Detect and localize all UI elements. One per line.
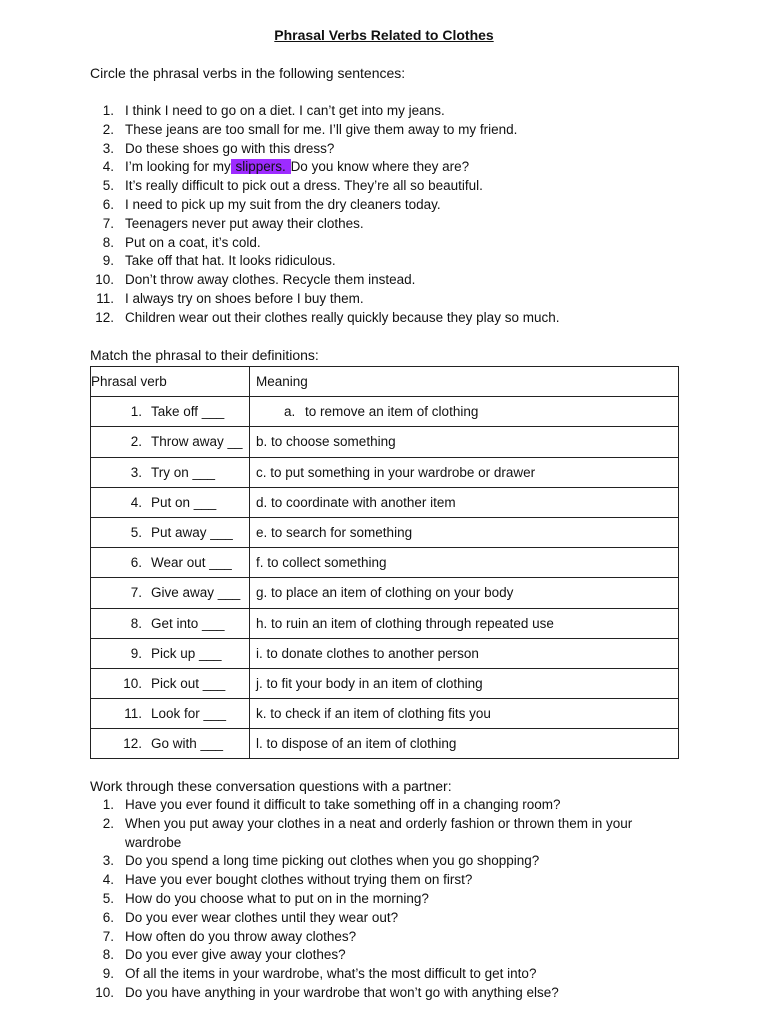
section1-instruction: Circle the phrasal verbs in the following sentences: — [90, 65, 406, 81]
meaning-cell: c. to put something in your wardrobe or drawer — [250, 457, 679, 487]
phrasal-verb-cell: 5. Put away ___ — [91, 517, 250, 547]
page-title: Phrasal Verbs Related to Clothes — [274, 27, 494, 43]
highlighted-text: slippers. — [231, 159, 290, 175]
phrasal-verb-cell: 6. Wear out ___ — [91, 548, 250, 578]
table-row — [91, 397, 679, 427]
phrasal-verb-cell: 7. Give away ___ — [91, 578, 250, 608]
table-row — [91, 427, 679, 457]
phrasal-verb-cell: 4. Put on ___ — [91, 487, 250, 517]
phrasal-verb-cell: 11. Look for ___ — [91, 699, 250, 729]
meaning-cell: b. to choose something — [250, 427, 679, 457]
table-row — [91, 487, 679, 517]
meaning-cell: e. to search for something — [250, 517, 679, 547]
meaning-cell: a. to remove an item of clothing — [250, 397, 679, 427]
table-row — [91, 638, 679, 668]
phrasal-verb-cell: 3. Try on ___ — [91, 457, 250, 487]
meaning-cell: f. to collect something — [250, 548, 679, 578]
column-header-meaning: Meaning — [250, 367, 679, 397]
meaning-cell: d. to coordinate with another item — [250, 487, 679, 517]
meaning-cell: h. to ruin an item of clothing through repeated use — [250, 608, 679, 638]
meaning-cell: l. to dispose of an item of clothing — [250, 729, 679, 759]
meaning-cell: i. to donate clothes to another person — [250, 638, 679, 668]
phrasal-verb-cell: 2. Throw away __ — [91, 427, 250, 457]
meaning-cell: j. to fit your body in an item of clothing — [250, 668, 679, 698]
meaning-cell: k. to check if an item of clothing fits you — [250, 699, 679, 729]
column-header-phrasal-verb: Phrasal verb — [91, 367, 250, 397]
table-header-row — [91, 367, 679, 397]
meaning-cell: g. to place an item of clothing on your body — [250, 578, 679, 608]
section2-instruction: Match the phrasal to their definitions: — [90, 347, 319, 363]
table-row — [91, 668, 679, 698]
table-row — [91, 548, 679, 578]
table-row — [91, 578, 679, 608]
worksheet-page: Phrasal Verbs Related to Clothes Circle the phrasal verbs in the following sentences: 1. I think I need to go on a diet. I can’t get into my jeans. 2. These jeans are too small for me. I’ll give them away to my friend. 3. Do these shoes go with this dress? 4. I’m looking for my slippers. Do you know where they are? 5. It’s really difficult to pick out a dress. They’re all so beautiful. 6. I need to pick up my suit from the dry cleaners today. 7. Teenagers never put away their clothes. 8. Put on a coat, it’s cold. 9. Take off that hat. It looks ridiculous. 10. Don’t throw away clothes. Recycle them instead. 11. I always try on shoes before I buy them. 12. Children wear out their clothes really quickly because they play so much. Match the phrasal to their definitions: Phrasal verb Meaning 1. Take off ___ a. to remove an item of clothing 2. Throw away __ b. to choose something 3. Try on ___ c. to put something in your wardrobe or drawer 4. Put on ___ d. to coordinate with another item 5. Put away ___ e. to search for something 6. Wear out ___ f. to collect something 7. Give away ___ g. to place an item of clothing on your body 8. Get into ___ h. to ruin an item of clothing through repeated use 9. Pick up ___ i. to donate clothes to another person 10. Pick out ___ j. to fit your body in an item of clothing 11. Look for ___ k. to check if an item of clothing fits you 12. Go with ___ l. to dispose of an item of clothing Work through these conversation questions with a partner: 1. Have you ever found it difficult to take something off in a changing room? 2. When you put away your clothes in a neat and orderly fashion or thrown them in your wardrobe 3. Do you spend a long time picking out clothes when you go shopping? 4. Have you ever bought clothes without trying them on first? 5. How do you choose what to put on in the morning? 6. Do you ever wear clothes until they wear out? 7. How often do you throw away clothes? 8. Do you ever give away your clothes? 9. Of all the items in your wardrobe, what’s the most difficult to get into? 10. Do you have anything in your wardrobe that won’t go with anything else? — [0, 0, 768, 1024]
phrasal-verb-cell: 1. Take off ___ — [91, 397, 250, 427]
table-row — [91, 729, 679, 759]
phrasal-verb-cell: 10. Pick out ___ — [91, 668, 250, 698]
table-row — [91, 517, 679, 547]
phrasal-verb-cell: 9. Pick up ___ — [91, 638, 250, 668]
matching-table — [90, 366, 679, 759]
table-row — [91, 608, 679, 638]
phrasal-verb-cell: 8. Get into ___ — [91, 608, 250, 638]
table-row — [91, 699, 679, 729]
section3-instruction: Work through these conversation questions with a partner: — [90, 778, 452, 794]
table-row — [91, 457, 679, 487]
phrasal-verb-cell: 12. Go with ___ — [91, 729, 250, 759]
